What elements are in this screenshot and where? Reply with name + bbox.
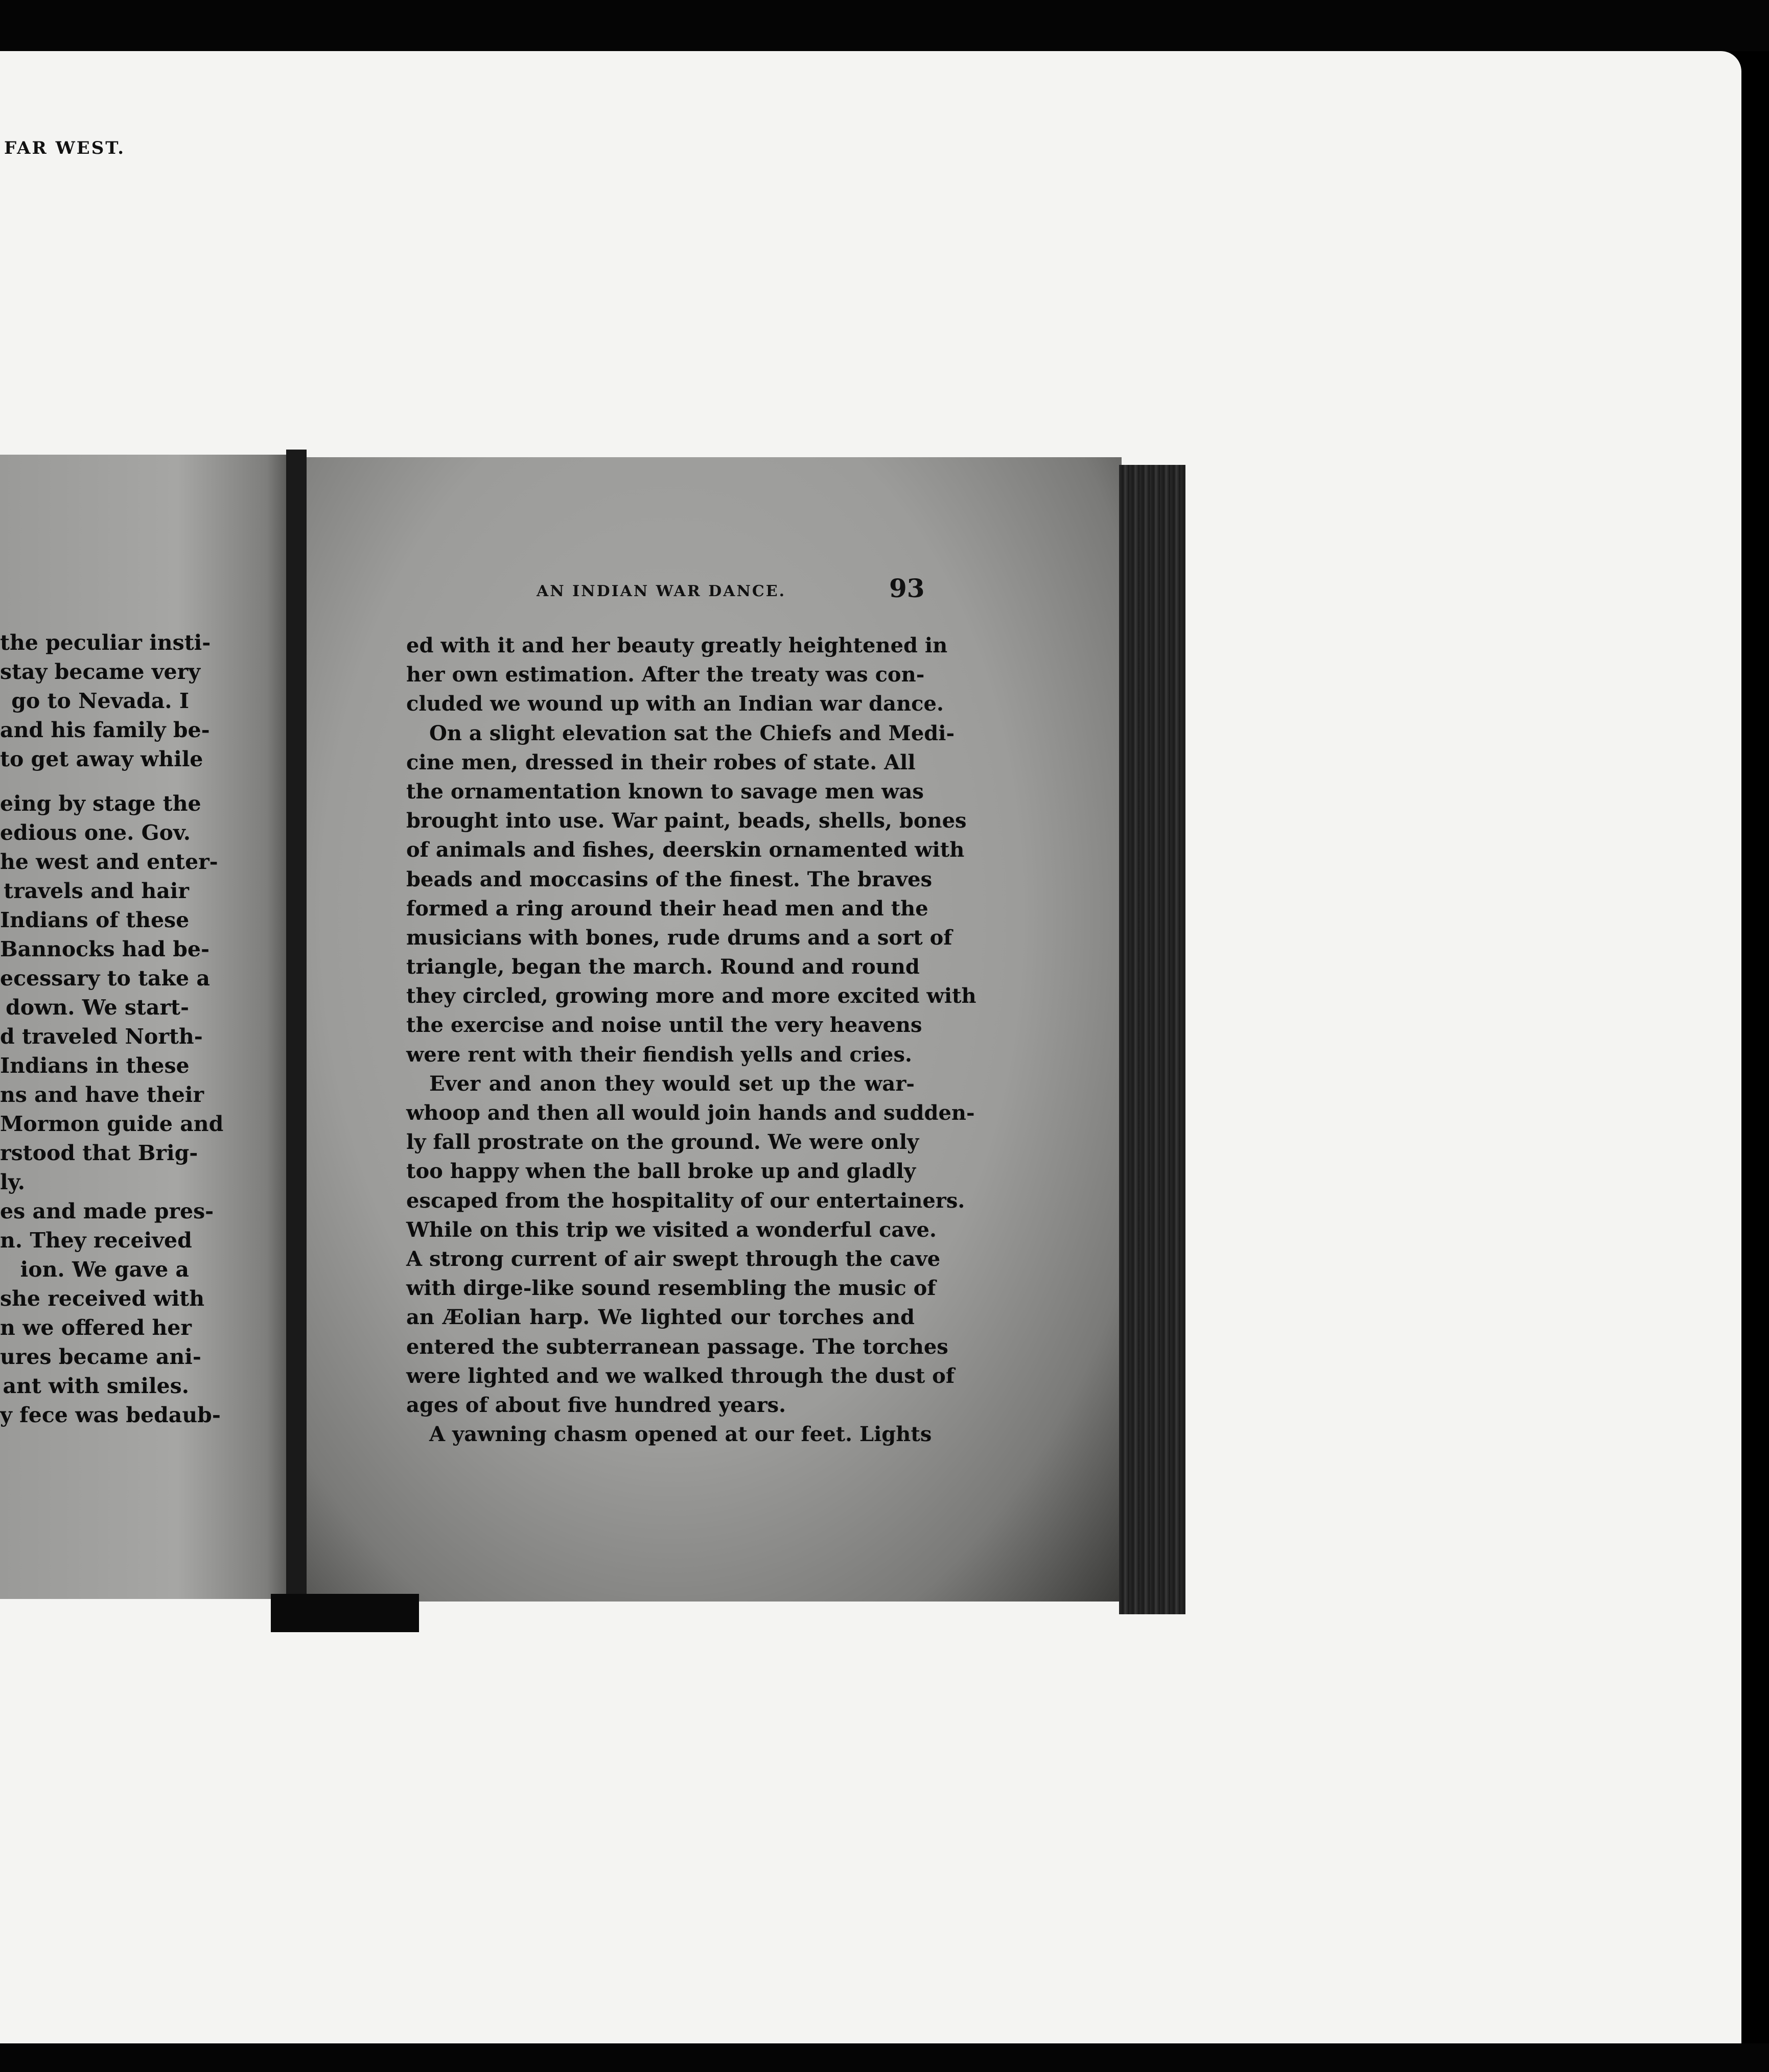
- text-line: they circled, growing more and more excited with: [406, 984, 976, 1008]
- text-line: to get away while: [0, 747, 203, 771]
- text-line: eing by stage the: [0, 791, 201, 816]
- text-line: [0, 774, 189, 789]
- text-line: of animals and fishes, deerskin ornamented with: [406, 838, 965, 862]
- text-line: whoop and then all would join hands and sudden-: [406, 1101, 975, 1125]
- text-line: rstood that Brig-: [0, 1141, 198, 1165]
- film-frame-top: [0, 0, 1769, 51]
- text-line: the ornamentation known to savage men was: [406, 779, 924, 804]
- text-line: Mormon guide and: [0, 1112, 224, 1136]
- text-line: ages of about five hundred years.: [406, 1393, 786, 1417]
- text-line: brought into use. War paint, beads, shells, bones: [406, 809, 967, 833]
- text-line: the peculiar insti-: [0, 630, 211, 655]
- text-line: A yawning chasm opened at our feet. Lights: [429, 1422, 932, 1447]
- page-edges: [1119, 465, 1185, 1614]
- text-line: cine men, dressed in their robes of state. All: [406, 750, 916, 774]
- text-line: On a slight elevation sat the Chiefs and Medi-: [429, 721, 955, 745]
- text-line: stay became very: [0, 660, 201, 684]
- text-line: ion. We gave a: [20, 1257, 189, 1282]
- text-line: with dirge-like sound resembling the music of: [406, 1276, 936, 1301]
- text-line: ures became ani-: [0, 1345, 201, 1369]
- text-line: ns and have their: [0, 1082, 204, 1107]
- text-line: she received with: [0, 1286, 205, 1311]
- text-line: Bannocks had be-: [0, 937, 210, 961]
- text-line: Ever and anon they would set up the war-: [429, 1071, 915, 1096]
- text-line: While on this trip we visited a wonderful cave.: [406, 1217, 937, 1242]
- right-page-text: [406, 631, 976, 1449]
- text-line: were lighted and we walked through the dust of: [406, 1363, 955, 1388]
- book-gutter: [286, 450, 307, 1614]
- text-line: too happy when the ball broke up and gladly: [406, 1159, 916, 1184]
- text-line: the exercise and noise until the very heavens: [406, 1013, 922, 1038]
- text-line: y fece was bedaub-: [0, 1403, 221, 1427]
- text-line: ed with it and her beauty greatly heightened in: [406, 633, 948, 657]
- text-line: were rent with their fiendish yells and cries.: [406, 1042, 912, 1067]
- left-running-head: FAR WEST.: [4, 138, 126, 158]
- text-line: he west and enter-: [0, 850, 218, 874]
- text-line: ly.: [0, 1170, 25, 1194]
- text-line: her own estimation. After the treaty was con-: [406, 663, 925, 687]
- text-line: triangle, began the march. Round and round: [406, 955, 920, 979]
- text-line: n we offered her: [0, 1315, 192, 1340]
- text-line: n. They received: [0, 1228, 192, 1253]
- text-line: edious one. Gov.: [0, 820, 191, 845]
- text-line: travels and hair: [4, 879, 189, 903]
- text-line: and his family be-: [0, 718, 210, 742]
- text-line: A strong current of air swept through the cave: [406, 1246, 941, 1271]
- page-number: 93: [889, 573, 925, 603]
- left-page-text: [0, 628, 224, 1430]
- text-line: go to Nevada. I: [11, 689, 189, 713]
- film-frame-bottom: [0, 2043, 1769, 2072]
- text-line: down. We start-: [6, 995, 189, 1020]
- text-line: Indians of these: [0, 908, 190, 932]
- text-line: musicians with bones, rude drums and a sort of: [406, 925, 952, 950]
- text-line: ecessary to take a: [0, 966, 210, 991]
- text-line: ant with smiles.: [3, 1374, 189, 1398]
- text-line: d traveled North-: [0, 1024, 203, 1049]
- running-head: AN INDIAN WAR DANCE.: [537, 582, 786, 600]
- text-line: an Æolian harp. We lighted our torches and: [406, 1305, 915, 1330]
- text-line: ly fall prostrate on the ground. We were only: [406, 1130, 919, 1155]
- text-line: formed a ring around their head men and the: [406, 896, 928, 921]
- book-cover-tab: [271, 1594, 419, 1632]
- text-line: beads and moccasins of the finest. The braves: [406, 867, 933, 891]
- text-line: es and made pres-: [0, 1199, 214, 1223]
- text-line: Indians in these: [0, 1053, 190, 1078]
- text-line: entered the subterranean passage. The torches: [406, 1334, 948, 1359]
- text-line: cluded we wound up with an Indian war dance.: [406, 692, 944, 716]
- text-line: escaped from the hospitality of our entertainers.: [406, 1188, 965, 1213]
